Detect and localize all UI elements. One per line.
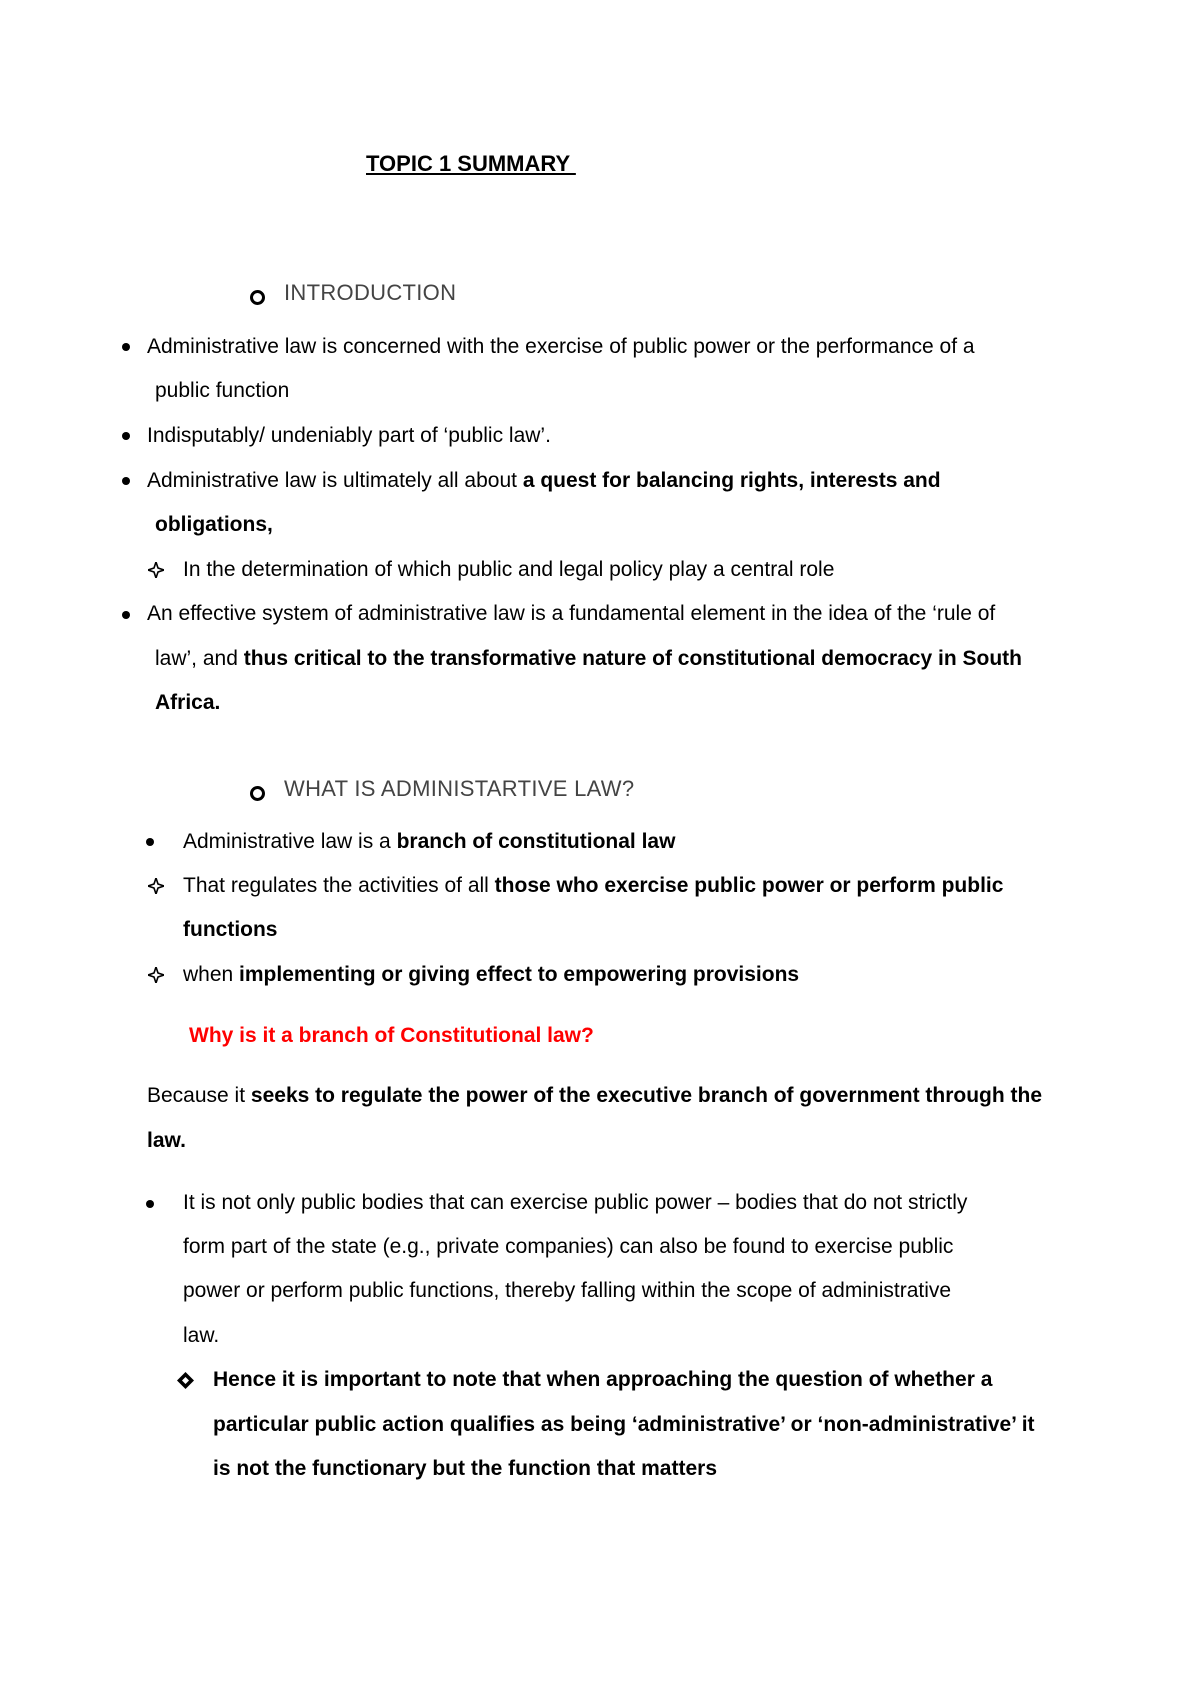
bullet-dot-icon xyxy=(146,1200,154,1208)
section-heading-introduction: INTRODUCTION xyxy=(284,280,457,305)
four-point-star-bullet-icon xyxy=(148,967,164,983)
sub-bullet-line: That regulates the activities of all those who exercise public power or perform public xyxy=(183,874,1004,897)
bullet-line: Africa. xyxy=(155,691,221,714)
question-heading: Why is it a branch of Constitutional law? xyxy=(189,1024,594,1047)
page-title: TOPIC 1 SUMMARY xyxy=(366,151,576,176)
bullet-dot-icon xyxy=(122,611,130,619)
bullet-dot-icon xyxy=(146,838,154,846)
answer-line: law. xyxy=(147,1129,186,1152)
bullet-line: law. xyxy=(183,1324,220,1347)
sub-bullet-line: particular public action qualifies as being ‘administrative’ or ‘non-administrative’ it xyxy=(213,1413,1035,1436)
section-heading-what-is-administrative-law: WHAT IS ADMINISTARTIVE LAW? xyxy=(284,776,635,801)
bullet-line: Administrative law is ultimately all about a quest for balancing rights, interests and xyxy=(147,469,941,492)
bullet-line: obligations, xyxy=(155,513,273,536)
bullet-line: law’, and thus critical to the transformative nature of constitutional democracy in South xyxy=(155,647,1023,670)
bullet-dot-icon xyxy=(122,343,130,351)
hollow-circle-bullet-icon xyxy=(250,786,265,801)
bullet-line: power or perform public functions, thereby falling within the scope of administrative xyxy=(183,1279,952,1302)
bullet-line: Administrative law is concerned with the exercise of public power or the performance of a xyxy=(147,335,975,358)
bullet-dot-icon xyxy=(122,432,130,440)
four-point-star-bullet-icon xyxy=(148,878,164,894)
bullet-line: It is not only public bodies that can exercise public power – bodies that do not strictly xyxy=(183,1191,968,1214)
hollow-circle-bullet-icon xyxy=(250,290,265,305)
sub-bullet-line: In the determination of which public and legal policy play a central role xyxy=(183,558,835,581)
answer-line: Because it seeks to regulate the power of the executive branch of government through the xyxy=(147,1084,1043,1107)
diamond-bullet-icon xyxy=(177,1372,194,1389)
bullet-line: public function xyxy=(155,379,290,402)
sub-bullet-line: Hence it is important to note that when approaching the question of whether a xyxy=(213,1368,993,1391)
sub-bullet-line: functions xyxy=(183,918,278,941)
bullet-line: Administrative law is a branch of constitutional law xyxy=(183,830,676,853)
bullet-line: Indisputably/ undeniably part of ‘public law’. xyxy=(147,424,551,447)
four-point-star-bullet-icon xyxy=(148,562,164,578)
bullet-line: form part of the state (e.g., private companies) can also be found to exercise public xyxy=(183,1235,954,1258)
bullet-line: An effective system of administrative law is a fundamental element in the idea of the ‘rule of xyxy=(147,602,996,625)
sub-bullet-line: is not the functionary but the function that matters xyxy=(213,1457,717,1480)
bullet-dot-icon xyxy=(122,477,130,485)
sub-bullet-line: when implementing or giving effect to empowering provisions xyxy=(183,963,800,986)
